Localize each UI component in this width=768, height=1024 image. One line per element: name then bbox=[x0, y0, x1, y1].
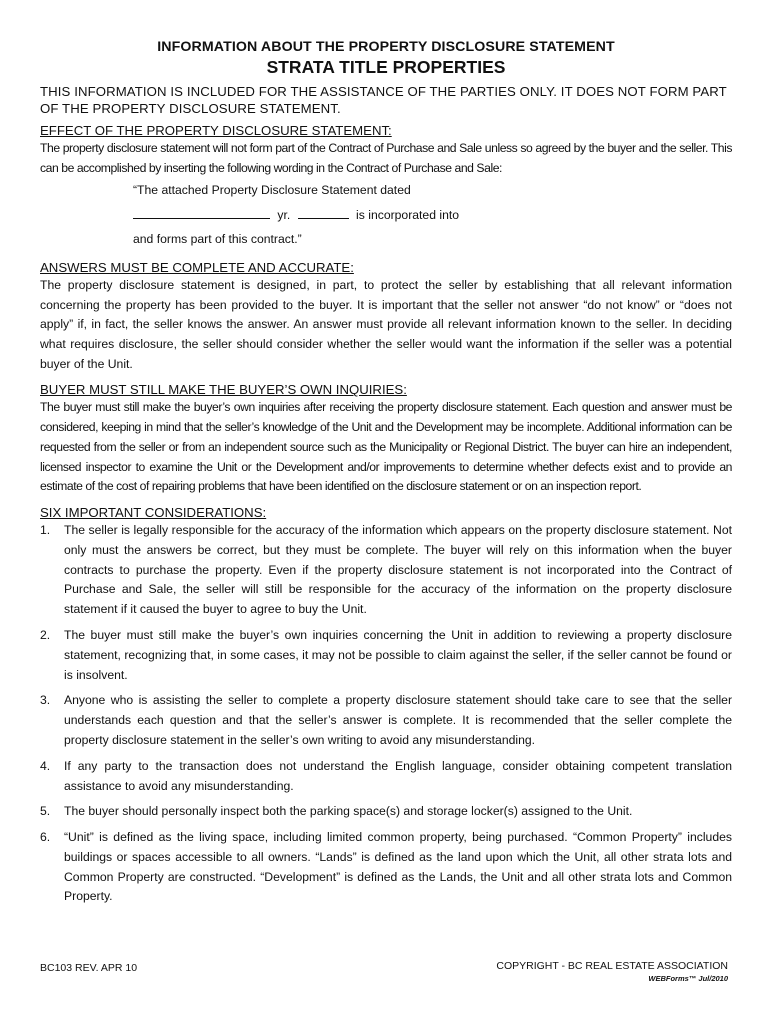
section-text-effect: The property disclosure statement will not form part of the Contract of Purchase and Sale unless so agreed by the buyer and the seller. This can be accomplished by inserting the following wording in the Contract of Purchase and Sale: bbox=[40, 141, 732, 175]
section-heading-considerations: SIX IMPORTANT CONSIDERATIONS: bbox=[40, 504, 267, 520]
list-item bbox=[40, 828, 732, 907]
section-heading-buyer: BUYER MUST STILL MAKE THE BUYER’S OWN INQUIRIES: bbox=[40, 382, 407, 398]
document-subtitle: STRATA TITLE PROPERTIES bbox=[266, 57, 506, 77]
wording-line-3: and forms part of this contract.” bbox=[133, 232, 302, 247]
item-text: “Unit” is defined as the living space, including limited common property, being purchased. “Common Property” includes buildings or spaces accessible to all owners. “Lands” is defined as the land upon which the Unit, all other strata lots and Common Property are constructed. “Development” is defined as the Lands, the Unit and all other strata lots and Common Property. bbox=[64, 830, 732, 904]
wording-yr: yr. bbox=[277, 207, 291, 222]
copyright-notice: COPYRIGHT - BC REAL ESTATE ASSOCIATION bbox=[496, 960, 728, 972]
item-text: If any party to the transaction does not understand the English language, consider obtaining competent translation assistance to avoid any misunderstanding. bbox=[64, 758, 732, 793]
section-answers bbox=[40, 259, 732, 375]
list-item bbox=[40, 521, 732, 620]
section-heading-answers: ANSWERS MUST BE COMPLETE AND ACCURATE: bbox=[40, 259, 354, 275]
wording-incorporated: is incorporated into bbox=[356, 207, 460, 222]
date-blank-line bbox=[133, 206, 270, 219]
intro-notice: THIS INFORMATION IS INCLUDED FOR THE ASSISTANCE OF THE PARTIES ONLY. IT DOES NOT FORM PART OF THE PROPERTY DISCLOSURE STATEMENT. bbox=[40, 84, 727, 116]
considerations-list bbox=[40, 521, 732, 907]
item-text: The buyer must still make the buyer’s own inquiries concerning the Unit in addition to reviewing a property disclosure statement, recognizing that, in some cases, it may not be possible to claim against the seller, if the seller cannot be found or is insolvent. bbox=[64, 627, 732, 682]
year-blank-line bbox=[298, 206, 349, 219]
list-item bbox=[40, 691, 732, 750]
wording-line-1: “The attached Property Disclosure Statement dated bbox=[133, 183, 411, 198]
item-number: 3. bbox=[40, 693, 51, 708]
section-text-answers: The property disclosure statement is designed, in part, to protect the seller by establishing that all relevant information concerning the property has been provided to the buyer. It is important that the seller not answer “do not know” or “does not apply” if, in fact, the seller knows the answer. An answer must provide all relevant information known to the seller. In deciding what requires disclosure, the seller should consider whether the seller would want the information if the seller was a potential buyer of the Unit. bbox=[40, 277, 732, 371]
item-text: The buyer should personally inspect both the parking space(s) and storage locker(s) assigned to the Unit. bbox=[64, 804, 633, 819]
incorporation-wording bbox=[133, 178, 732, 252]
section-buyer-inquiries bbox=[40, 381, 732, 497]
section-text-buyer: The buyer must still make the buyer’s own inquiries after receiving the property disclosure statement. Each question and answer must be considered, keeping in mind that the seller’s knowledge of the Unit and the Development may be incomplete. Additional information can be requested from the seller or from an independent source such as the Municipality or Regional District. The buyer can hire an independent, licensed inspector to examine the Unit or the Development and/or improvements to determine whether defects exist and to provide an estimate of the cost of repairing problems that have been identified on the disclosure statement or on an inspection report. bbox=[40, 400, 732, 494]
section-effect bbox=[40, 122, 732, 252]
form-code: BC103 REV. APR 10 bbox=[40, 962, 138, 974]
section-considerations bbox=[40, 504, 732, 907]
document-title: INFORMATION ABOUT THE PROPERTY DISCLOSURE STATEMENT bbox=[157, 39, 615, 55]
item-number: 6. bbox=[40, 830, 51, 845]
item-number: 1. bbox=[40, 522, 51, 537]
item-number: 2. bbox=[40, 627, 51, 642]
list-item bbox=[40, 626, 732, 685]
list-item bbox=[40, 802, 732, 822]
document-page bbox=[40, 38, 732, 913]
webforms-version: WEBForms™ Jul/2010 bbox=[648, 974, 728, 983]
item-text: Anyone who is assisting the seller to complete a property disclosure statement should take care to see that the seller understands each question and that the seller’s answer is complete. It is recommended that the seller complete the property disclosure statement in the seller’s own writing to avoid any misunderstanding. bbox=[64, 693, 732, 747]
section-heading-effect: EFFECT OF THE PROPERTY DISCLOSURE STATEMENT: bbox=[40, 123, 392, 138]
wording-line-2 bbox=[133, 203, 732, 228]
item-number: 5. bbox=[40, 804, 51, 819]
item-number: 4. bbox=[40, 758, 51, 773]
item-text: The seller is legally responsible for the accuracy of the information which appears on the property disclosure statement. Not only must the answers be correct, but they must be complete. The buyer will rely on this information when the buyer contracts to purchase the property. Even if the property disclosure statement is not incorporated into the Contract of Purchase and Sale, the seller will still be responsible for the accuracy of the information on the property disclosure statement if it caused the buyer to agree to buy the Unit. bbox=[64, 522, 732, 617]
list-item bbox=[40, 757, 732, 797]
footer-copyright-block bbox=[496, 960, 728, 983]
